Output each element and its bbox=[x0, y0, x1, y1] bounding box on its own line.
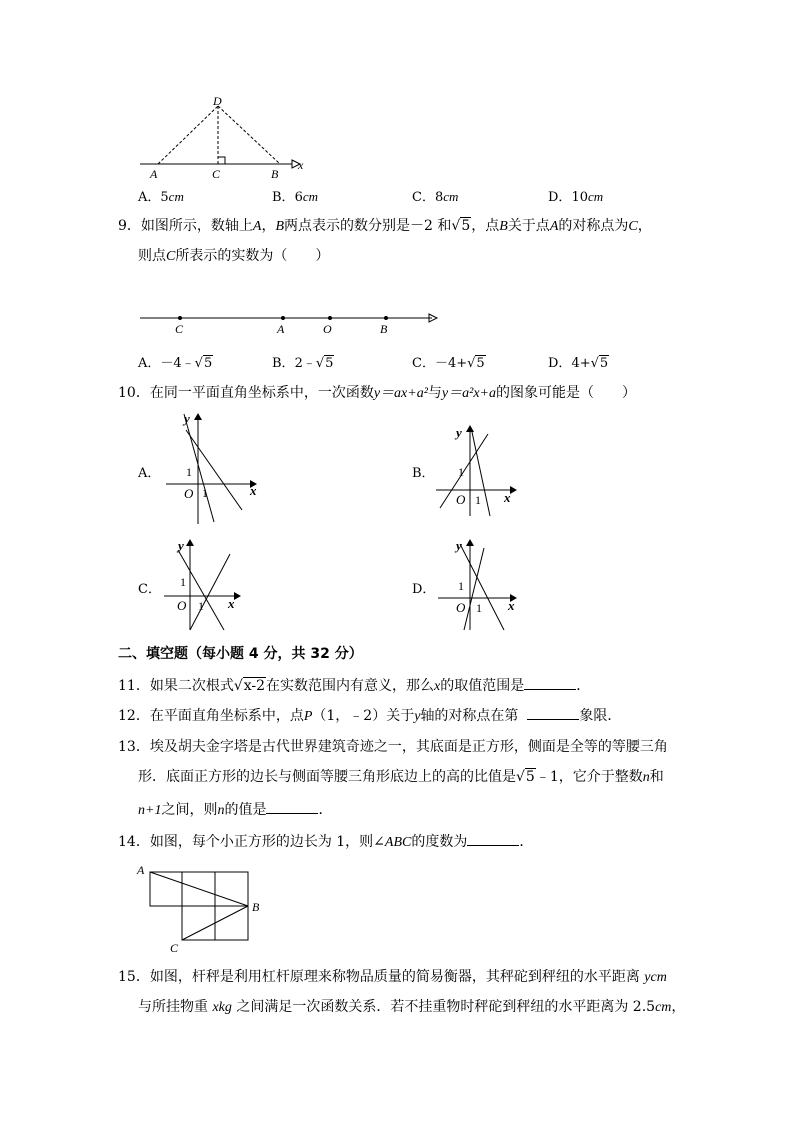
label-a: A bbox=[150, 167, 158, 181]
q15-line1: 15．如图，杆秤是利用杠杆原理来称物品质量的简易衡器，其秤砣到秤纽的水平距离 ycm bbox=[118, 969, 667, 985]
x-axis-arrow bbox=[234, 592, 241, 600]
q10-option-c-letter: C． bbox=[138, 582, 161, 597]
answer-blank bbox=[527, 705, 579, 720]
label-one-y: 1 bbox=[458, 579, 464, 593]
segment-db bbox=[218, 106, 280, 164]
segment-ad bbox=[158, 106, 218, 164]
grid-square bbox=[182, 906, 215, 940]
label-x: x bbox=[228, 596, 235, 611]
q9-line1: 9．如图所示，数轴上A，B两点表示的数分别是－2 和√5，点B关于点A的对称点为C， bbox=[118, 218, 652, 234]
q8-option-c: C．8cm bbox=[412, 189, 459, 205]
q13-line2: 形．底面正方形的边长与侧面等腰三角形底边上的高的比值是√5﹣1，它介于整数n和 bbox=[138, 769, 664, 785]
x-axis-arrow bbox=[510, 486, 517, 494]
q9-option-a: A．－4﹣√5 bbox=[138, 356, 213, 371]
label-c: C bbox=[170, 941, 179, 954]
label-x: x bbox=[504, 490, 511, 505]
q10-option-b-letter: B． bbox=[412, 466, 435, 481]
label-origin: O bbox=[456, 600, 466, 615]
q9-number-line bbox=[136, 308, 446, 338]
line-1 bbox=[178, 550, 224, 630]
q13-line1: 13．埃及胡夫金字塔是古代世界建筑奇迹之一，其底面是正方形，侧面是全等的等腰三角 bbox=[118, 739, 668, 755]
label-y: y bbox=[456, 538, 462, 553]
label-b: B bbox=[252, 900, 260, 914]
q15-line2: 与所挂物重 xkg 之间满足一次函数关系．若不挂重物时秤砣到秤纽的水平距离为 2.5cm， bbox=[138, 999, 686, 1015]
label-b: B bbox=[271, 167, 279, 181]
y-axis-arrow bbox=[186, 539, 194, 546]
label-c: C bbox=[212, 167, 221, 181]
q10-graph-b bbox=[432, 420, 532, 520]
answer-blank bbox=[266, 799, 318, 814]
segment-ab bbox=[150, 872, 248, 906]
label-y: y bbox=[456, 425, 462, 440]
y-axis-arrow bbox=[194, 413, 202, 420]
point-o bbox=[328, 316, 332, 320]
label-a: A bbox=[277, 322, 285, 336]
line-2 bbox=[186, 430, 242, 510]
q13-line3: n+1之间，则n的值是 ． bbox=[138, 799, 332, 821]
grid-square bbox=[215, 872, 248, 906]
label-one-x: 1 bbox=[202, 486, 208, 500]
label-a: A bbox=[137, 863, 145, 877]
label-origin: O bbox=[184, 486, 194, 501]
label-c: C bbox=[175, 322, 184, 336]
q8-option-d: D．10cm bbox=[548, 189, 604, 205]
q10-graph-d bbox=[432, 534, 532, 634]
label-origin: O bbox=[456, 492, 466, 507]
q14: 14．如图，每个小正方形的边长为 1，则∠ABC的度数为 ． bbox=[118, 831, 533, 853]
label-one-y: 1 bbox=[458, 465, 464, 479]
q11: 11．如果二次根式√x-2在实数范围内有意义，那么x的取值范围是 ． bbox=[118, 675, 590, 697]
answer-blank bbox=[467, 831, 519, 846]
q8-option-b: B．6cm bbox=[272, 189, 319, 205]
label-x: x bbox=[508, 598, 515, 613]
line-2 bbox=[190, 554, 230, 630]
q9-option-d: D．4+√5 bbox=[548, 356, 609, 371]
q10-stem: 10．在同一平面直角坐标系中，一次函数y＝ax+a²与y＝a²x+a的图象可能是（ ） bbox=[118, 385, 636, 401]
label-one-x: 1 bbox=[475, 493, 481, 507]
q8-option-a: A．5cm bbox=[138, 189, 184, 205]
label-o: O bbox=[323, 322, 332, 336]
label-x: x bbox=[250, 483, 257, 498]
q10-option-d-letter: D． bbox=[412, 582, 436, 597]
line-1 bbox=[464, 548, 484, 630]
label-x: x bbox=[298, 158, 304, 172]
q10-option-a-letter: A． bbox=[138, 466, 161, 481]
label-one-y: 1 bbox=[180, 575, 186, 589]
q12: 12．在平面直角坐标系中，点P（1，﹣2）关于y轴的对称点在第 象限． bbox=[118, 705, 621, 727]
label-d: D bbox=[213, 94, 222, 108]
q14-grid-figure bbox=[134, 862, 274, 954]
q8-figure bbox=[130, 92, 320, 184]
label-one-x: 1 bbox=[476, 601, 482, 615]
q9-option-c: C．－4+√5 bbox=[412, 356, 485, 371]
point-b bbox=[384, 316, 388, 320]
y-axis-arrow bbox=[466, 425, 474, 432]
label-origin: O bbox=[177, 598, 187, 613]
point-c bbox=[178, 316, 182, 320]
y-axis-arrow bbox=[466, 539, 474, 546]
label-one-x: 1 bbox=[198, 599, 204, 613]
label-y: y bbox=[178, 538, 184, 553]
right-angle-mark bbox=[218, 157, 225, 164]
q10-graph-a bbox=[160, 408, 270, 528]
label-one-y: 1 bbox=[186, 465, 192, 479]
grid-square bbox=[215, 906, 248, 940]
label-b: B bbox=[380, 322, 388, 336]
answer-blank bbox=[524, 675, 576, 690]
q10-graph-c bbox=[160, 534, 260, 634]
q9-line2: 则点C所表示的实数为（ ） bbox=[138, 248, 330, 264]
q9-option-b: B．2﹣√5 bbox=[272, 356, 334, 371]
section-2-heading: 二、填空题（每小题 4 分，共 32 分） bbox=[118, 646, 363, 662]
point-a bbox=[281, 316, 285, 320]
label-y: y bbox=[184, 411, 190, 426]
